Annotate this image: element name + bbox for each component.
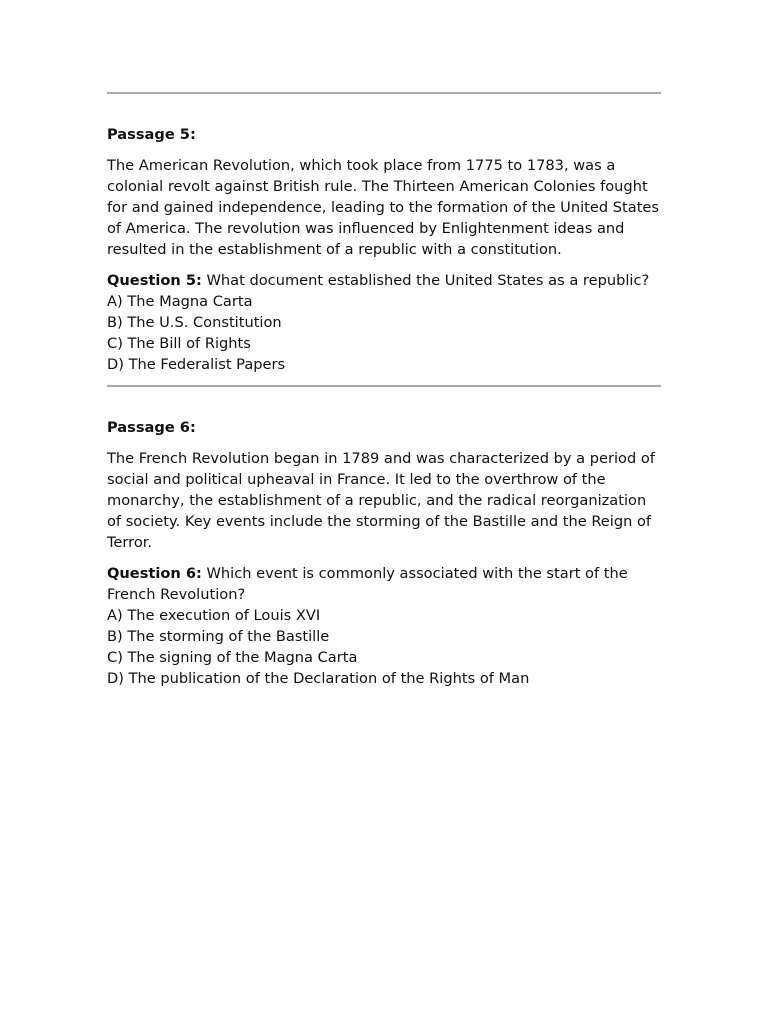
answer-option-d: D) The Federalist Papers [107, 356, 286, 373]
question-block [107, 563, 661, 689]
passage-section-5 [107, 124, 661, 375]
answer-option-c: C) The Bill of Rights [107, 335, 251, 352]
question-block [107, 270, 661, 375]
answer-option-a: A) The Magna Carta [107, 293, 253, 310]
passage-text: The French Revolution began in 1789 and was characterized by a period of social and political upheaval in France. It led to the overthrow of the monarchy, the establishment of a republic, and the radical reorganization of society. Key events include the storming of the Bastille and the Reign of Terror. [107, 450, 655, 551]
answer-option-b: B) The storming of the Bastille [107, 628, 330, 645]
passage-heading: Passage 6: [107, 419, 196, 436]
answer-option-d: D) The publication of the Declaration of the Rights of Man [107, 670, 530, 687]
answer-option-b: B) The U.S. Constitution [107, 314, 282, 331]
question-label: Question 6: [107, 565, 202, 582]
passage-section-6 [107, 417, 661, 689]
question-text: What document established the United States as a republic? [201, 272, 650, 289]
answer-option-a: A) The execution of Louis XVI [107, 607, 321, 624]
answer-option-c: C) The signing of the Magna Carta [107, 649, 358, 666]
question-text: Which event is commonly associated with the start of the French Revolution? [107, 565, 628, 603]
section-spacer [107, 375, 661, 385]
section-divider [107, 92, 661, 94]
question-label: Question 5: [107, 272, 202, 289]
passage-heading: Passage 5: [107, 126, 196, 143]
section-divider [107, 385, 661, 387]
document-content [107, 92, 661, 689]
passage-text: The American Revolution, which took place from 1775 to 1783, was a colonial revolt against British rule. The Thirteen American Colonies fought for and gained independence, leading to the formation of the United States of America. The revolution was influenced by Enlightenment ideas and resulted in the establishment of a republic with a constitution. [107, 157, 660, 258]
